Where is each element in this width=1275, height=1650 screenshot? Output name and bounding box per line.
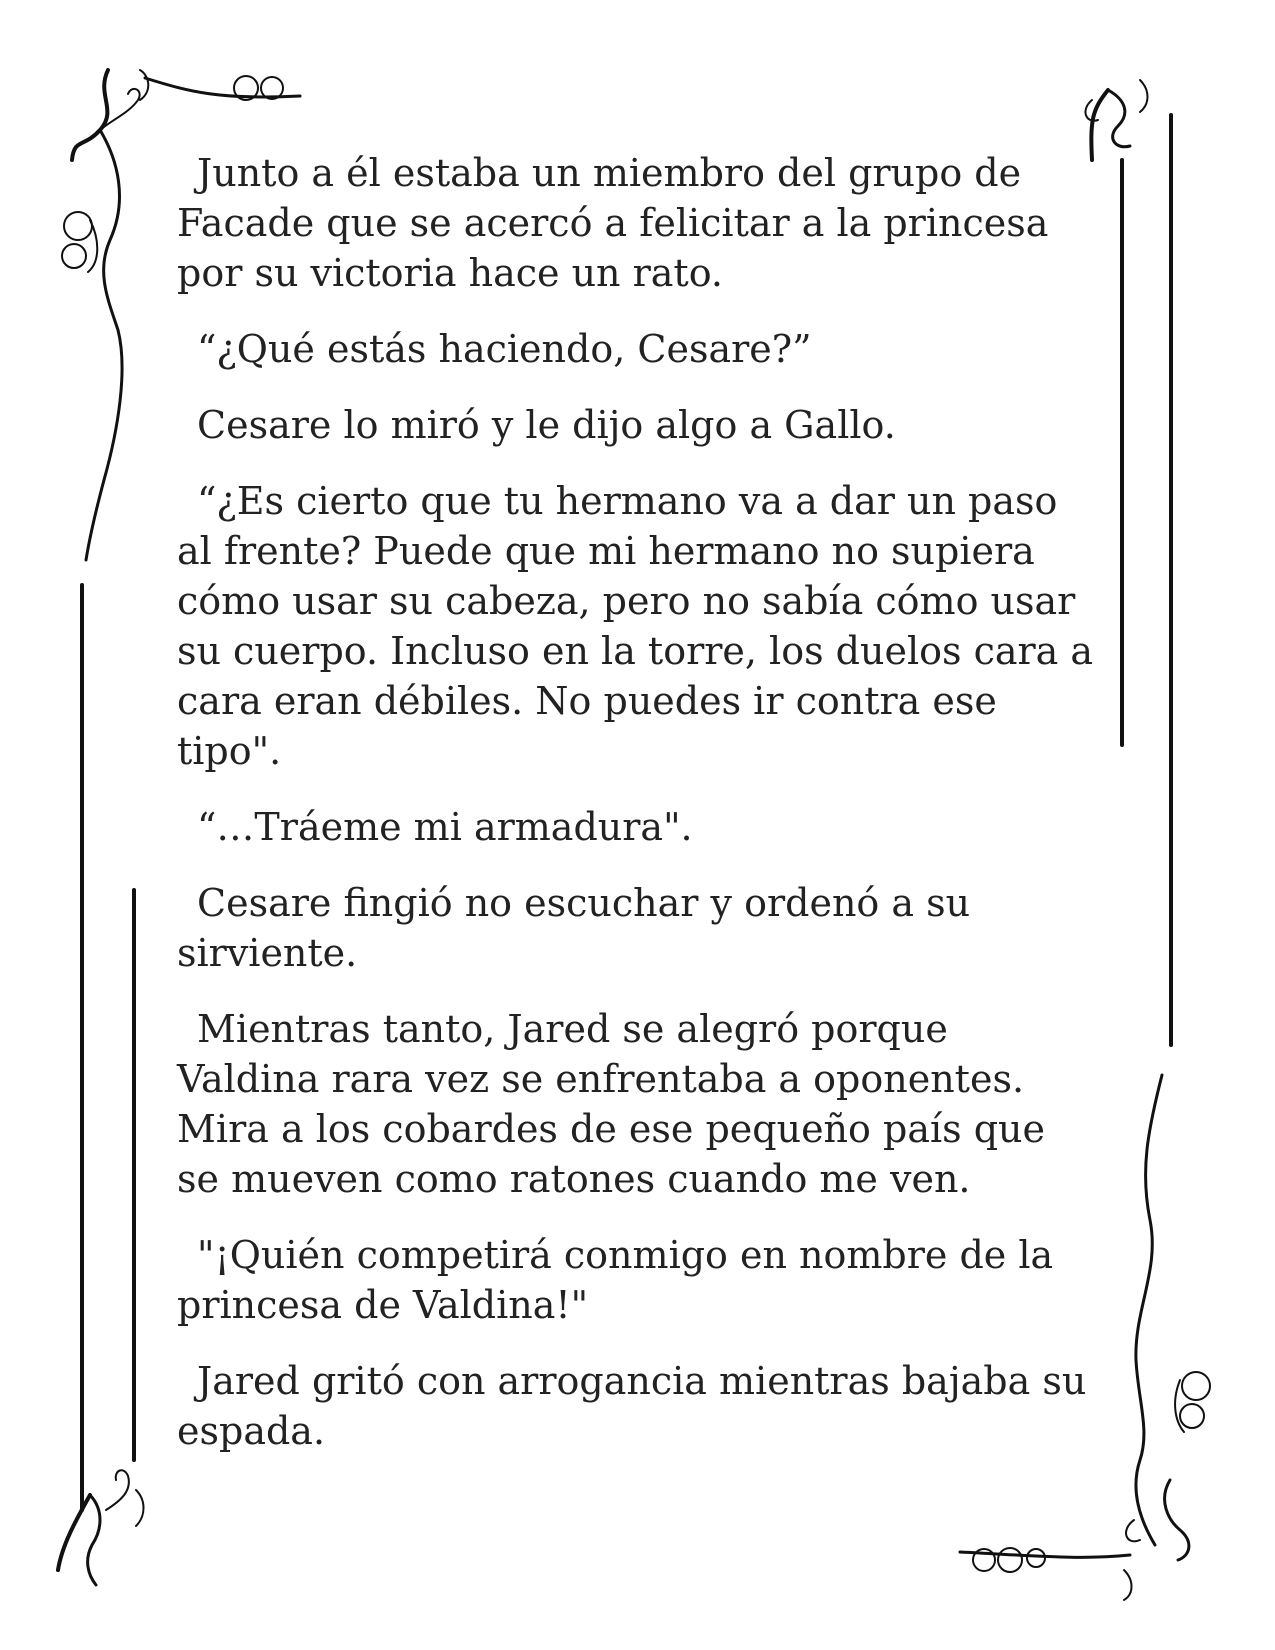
paragraph-3: Cesare lo miró y le dijo algo a Gallo.: [197, 403, 896, 447]
paragraph-2: “¿Qué estás haciendo, Cesare?”: [197, 327, 812, 371]
paragraph-5: “…Tráeme mi armadura".: [197, 805, 693, 849]
bottom-left-flourish: [58, 1470, 144, 1585]
paragraph-6: Cesare fingió no escuchar y ordenó a su sirviente.: [177, 881, 971, 975]
paragraph-1: Junto a él estaba un miembro del grupo de Facade que se acercó a felicitar a la princesa por su victoria hace un rato.: [177, 151, 1049, 295]
body-text: [177, 148, 1097, 1482]
paragraph-4: “¿Es cierto que tu hermano va a dar un paso al frente? Puede que mi hermano no supiera cómo usar su cabeza, pero no sabía cómo usar su cuerpo. Incluso en la torre, los duelos cara a cara eran débiles. No puedes ir contra ese tipo".: [177, 479, 1094, 773]
paragraph-9: Jared gritó con arrogancia mientras bajaba su espada.: [177, 1359, 1087, 1453]
paragraph-7: Mientras tanto, Jared se alegró porque Valdina rara vez se enfrentaba a oponentes. Mira a los cobardes de ese pequeño país que se mueven como ratones cuando me ven.: [177, 1007, 1045, 1201]
paragraph-8: "¡Quién competirá conmigo en nombre de la princesa de Valdina!": [177, 1233, 1054, 1327]
